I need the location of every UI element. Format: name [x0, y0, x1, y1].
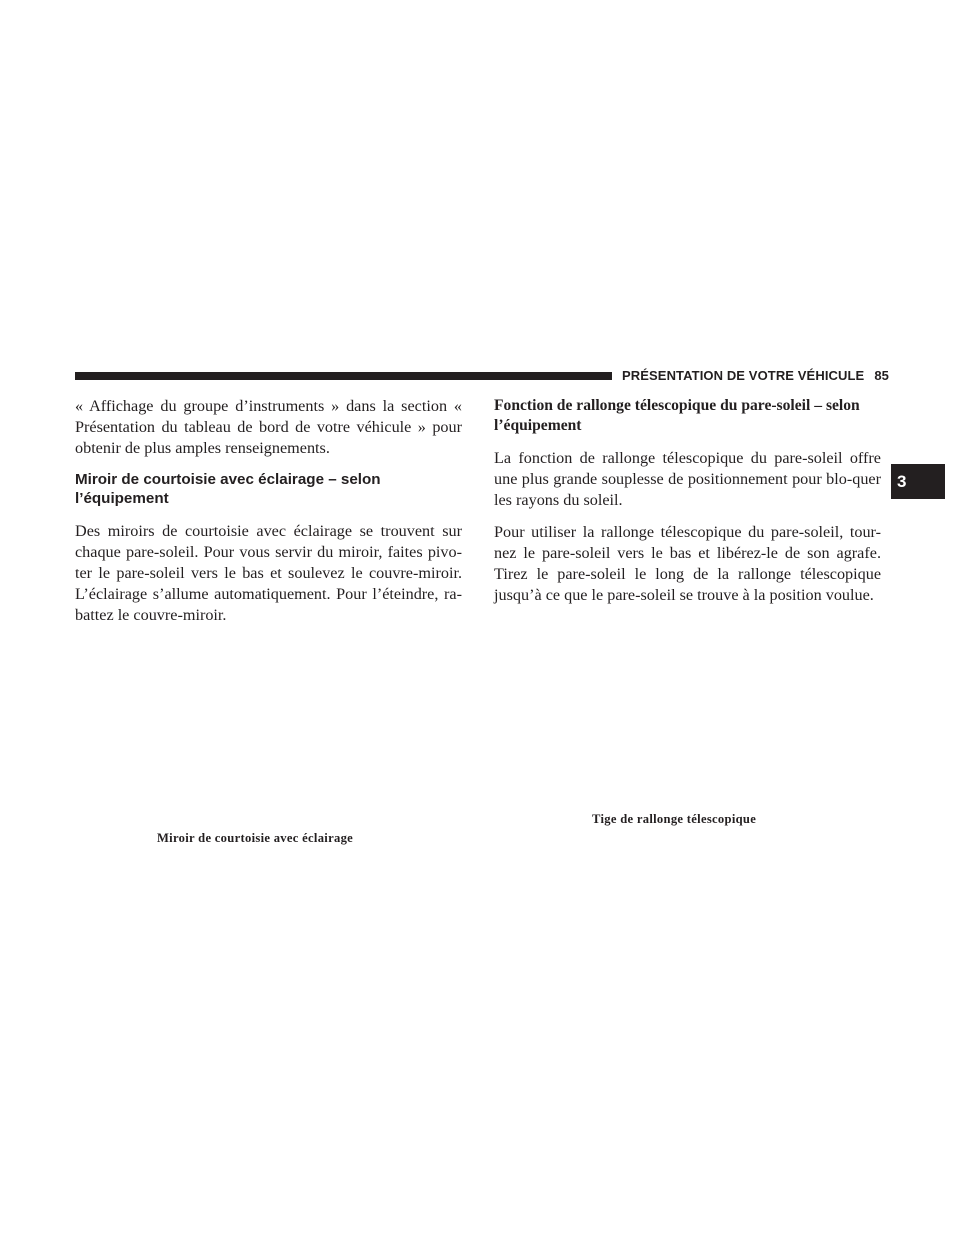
sunvisor-extension-heading: Fonction de rallonge télescopique du pare-soleil – selon l’équipement: [494, 397, 860, 434]
vanity-mirror-paragraph: Des miroirs de courtoisie avec éclairage se trouvent sur chaque pare-soleil. Pour vous servir du miroir, faites pivo-ter le pare-soleil vers le bas et soulevez le couvre-miroir. L’éclairage s’allume automatiquement. Pour l’éteindre, ra-battez le couvre-miroir.: [75, 521, 462, 625]
sunvisor-paragraph-1: La fonction de rallonge télescopique du pare-soleil offre une plus grande souplesse de positionnement pour blo-quer les rayons du soleil.: [494, 449, 881, 510]
page-number: 85: [874, 368, 889, 383]
running-header: [622, 368, 889, 383]
header-rule: [75, 372, 612, 380]
section-title: PRÉSENTATION DE VOTRE VÉHICULE: [622, 368, 865, 383]
left-column: [75, 396, 462, 637]
chapter-tab: 3: [891, 464, 945, 499]
figure-caption-extension-rod: Tige de rallonge télescopique: [592, 812, 757, 826]
right-column: [494, 396, 881, 616]
figure-caption-vanity-mirror: Miroir de courtoisie avec éclairage: [157, 831, 354, 845]
intro-paragraph: « Affichage du groupe d’instruments » dans la section « Présentation du tableau de bord de votre véhicule » pour obtenir de plus amples renseignements.: [75, 397, 462, 458]
sunvisor-paragraph-2: Pour utiliser la rallonge télescopique du pare-soleil, tour-nez le pare-soleil vers le bas et libérez-le de son agrafe. Tirez le pare-soleil le long de la rallonge télescopique jusqu’à ce que le pare-soleil se trouve à la position voulue.: [494, 522, 881, 605]
vanity-mirror-heading: Miroir de courtoisie avec éclairage – selon l’équipement: [75, 470, 381, 507]
